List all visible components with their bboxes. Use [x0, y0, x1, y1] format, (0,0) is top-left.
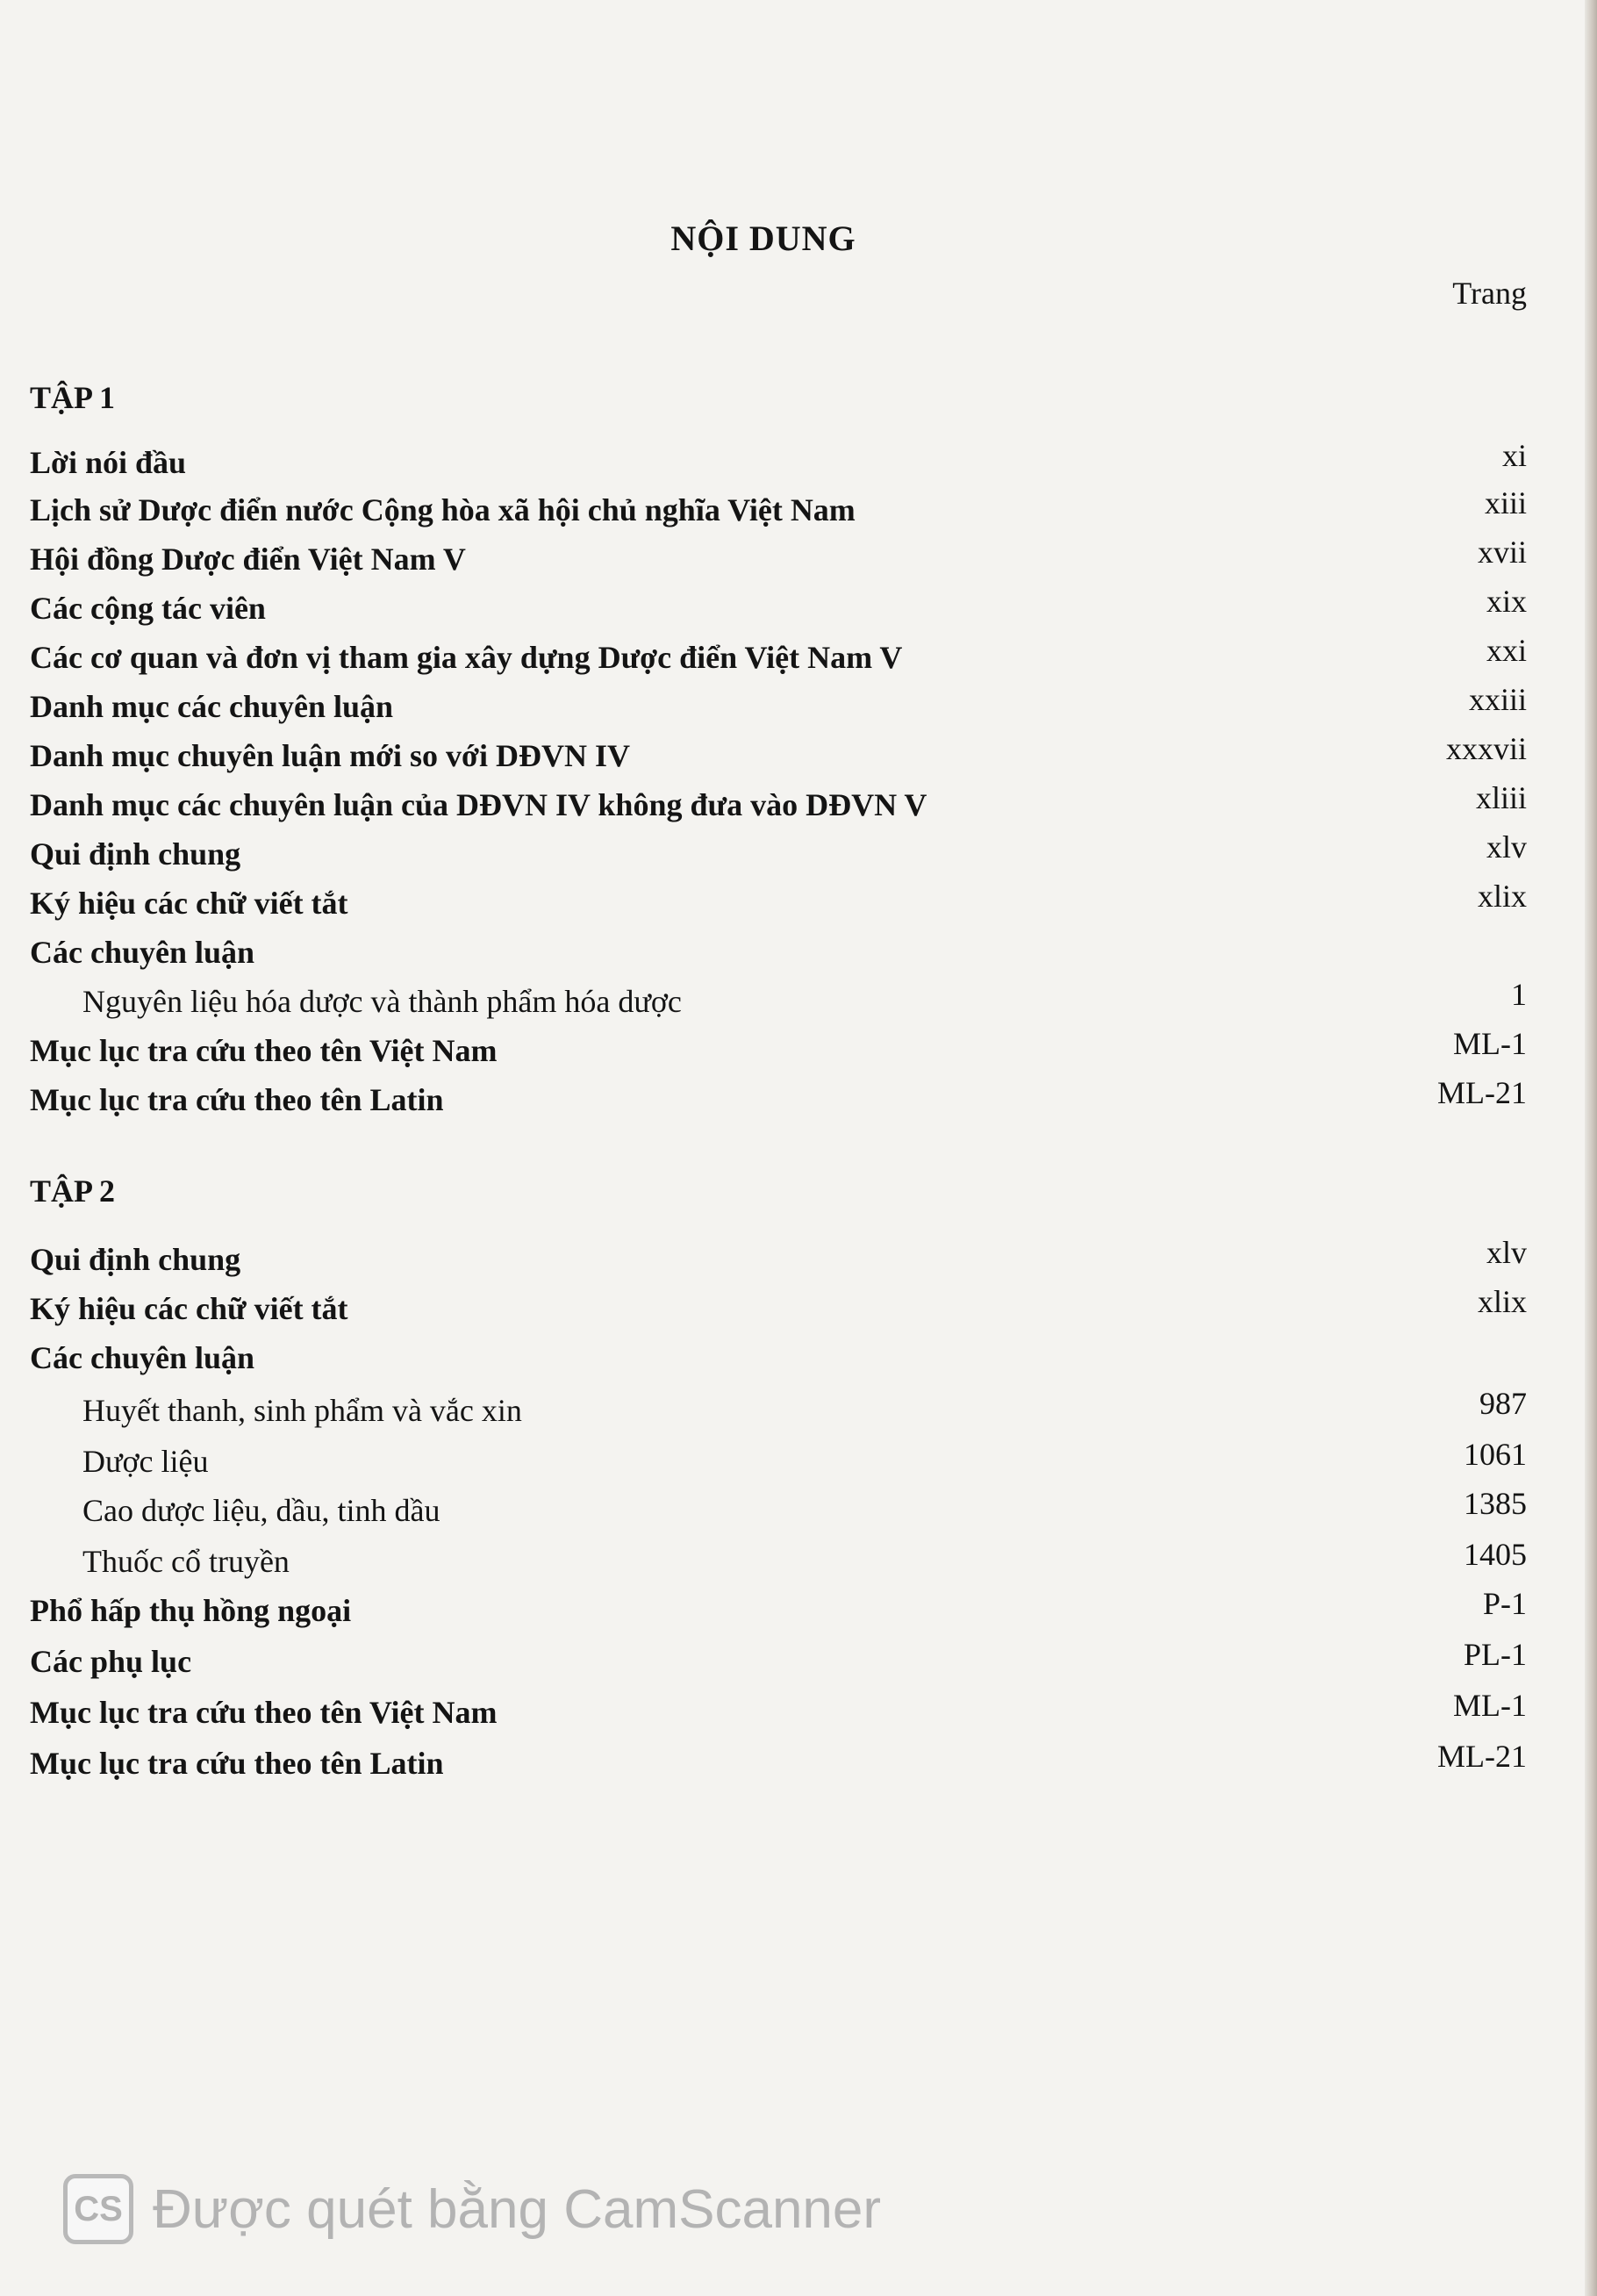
- toc-entry-page: xlix: [1477, 879, 1527, 914]
- toc-entry-label: Ký hiệu các chữ viết tắt: [30, 886, 348, 921]
- volume2-heading: TẬP 2: [30, 1173, 116, 1209]
- toc-entry: [30, 929, 1527, 971]
- toc-entry: [30, 1236, 1527, 1278]
- toc-entry: [30, 1334, 1527, 1376]
- toc-entry-label: Ký hiệu các chữ viết tắt: [30, 1291, 348, 1326]
- toc-entry: [30, 1076, 1527, 1118]
- camscanner-logo-text: CS: [74, 2189, 123, 2228]
- toc-entry-page: xix: [1486, 584, 1527, 619]
- toc-entry-label: Nguyên liệu hóa dược và thành phẩm hóa dược: [82, 984, 682, 1019]
- toc-entry: [30, 1587, 1527, 1629]
- toc-entry-label: Mục lục tra cứu theo tên Latin: [30, 1746, 444, 1781]
- toc-entry-page: xlv: [1486, 1235, 1527, 1270]
- toc-entry-label: Các cộng tác viên: [30, 591, 266, 626]
- toc-entry-label: Danh mục các chuyên luận: [30, 689, 394, 724]
- toc-entry-page: xxiii: [1468, 682, 1527, 717]
- toc-entry-label: Qui định chung: [30, 1242, 241, 1277]
- toc-entry-label: Các phụ lục: [30, 1644, 192, 1679]
- toc-entry: [30, 486, 1527, 528]
- toc-entry-page: xiii: [1484, 485, 1527, 520]
- toc-entry: [30, 1638, 1527, 1680]
- toc-entry-page: xxi: [1486, 633, 1527, 668]
- toc-entry: [30, 585, 1527, 627]
- toc-entry-label: Lịch sử Dược điển nước Cộng hòa xã hội chủ nghĩa Việt Nam: [30, 492, 856, 527]
- toc-entry-page: xxxvii: [1445, 731, 1527, 766]
- page-title: NỘI DUNG: [670, 219, 856, 258]
- toc-entry-page: xi: [1501, 438, 1527, 473]
- toc-entry-page: P-1: [1482, 1586, 1527, 1621]
- toc-subentry: [30, 978, 1527, 1020]
- toc-entry: [30, 732, 1527, 774]
- toc-entry-page: 1385: [1464, 1486, 1527, 1521]
- page-column-header: Trang: [1452, 276, 1527, 311]
- toc-entry: [30, 1027, 1527, 1069]
- toc-entry-page: 1: [1511, 977, 1527, 1012]
- toc-entry-label: Huyết thanh, sinh phẩm và vắc xin: [82, 1393, 522, 1428]
- toc-entry-label: Các cơ quan và đơn vị tham gia xây dựng Dược điển Việt Nam V: [30, 640, 903, 675]
- toc-entry-page: xvii: [1477, 535, 1527, 570]
- toc-entry-page: PL-1: [1464, 1637, 1527, 1672]
- toc-subentry: [30, 1538, 1527, 1580]
- camscanner-watermark: [63, 2171, 881, 2247]
- toc-entry-page: 1061: [1464, 1437, 1527, 1472]
- toc-entry-label: Các chuyên luận: [30, 935, 255, 970]
- toc-entry: [30, 830, 1527, 872]
- toc-entry-page: xliii: [1475, 780, 1527, 815]
- toc-entry-page: ML-21: [1437, 1075, 1527, 1110]
- toc-entry-label: Qui định chung: [30, 836, 241, 872]
- page-edge: [1585, 0, 1597, 2296]
- toc-entry: [30, 1689, 1527, 1731]
- toc-entry: [30, 1285, 1527, 1327]
- volume1-heading: TẬP 1: [30, 380, 116, 415]
- toc-entry: [30, 683, 1527, 725]
- toc-entry-label: Danh mục chuyên luận mới so với DĐVN IV: [30, 738, 630, 773]
- toc-entry-label: Thuốc cổ truyền: [82, 1544, 290, 1579]
- toc-entry-page: ML-21: [1437, 1739, 1527, 1774]
- toc-entry-label: Lời nói đầu: [30, 445, 187, 480]
- toc-entry-page: 987: [1479, 1386, 1527, 1421]
- toc-entry-page: ML-1: [1453, 1688, 1527, 1723]
- camscanner-text: Được quét bằng CamScanner: [153, 2178, 882, 2240]
- toc-entry-label: Mục lục tra cứu theo tên Việt Nam: [30, 1033, 498, 1068]
- toc-subentry: [30, 1387, 1527, 1429]
- toc-entry: [30, 1740, 1527, 1782]
- toc-entry: [30, 634, 1527, 676]
- toc-entry: [30, 781, 1527, 823]
- toc-entry-label: Phổ hấp thụ hồng ngoại: [30, 1593, 352, 1628]
- toc-entry-page: xlix: [1477, 1284, 1527, 1319]
- toc-entry-page: 1405: [1464, 1537, 1527, 1572]
- toc-entry-page: ML-1: [1453, 1026, 1527, 1061]
- toc-entry-label: Dược liệu: [82, 1444, 209, 1479]
- toc-entry-label: Danh mục các chuyên luận của DĐVN IV không đưa vào DĐVN V: [30, 787, 927, 822]
- toc-entry-label: Mục lục tra cứu theo tên Latin: [30, 1082, 444, 1117]
- toc-entry-page: xlv: [1486, 829, 1527, 865]
- toc-entry-label: Cao dược liệu, dầu, tinh dầu: [82, 1493, 440, 1528]
- toc-entry: [30, 535, 1527, 578]
- toc-entry-label: Hội đồng Dược điển Việt Nam V: [30, 542, 466, 577]
- toc-entry-label: Mục lục tra cứu theo tên Việt Nam: [30, 1695, 498, 1730]
- camscanner-logo: [63, 2174, 133, 2244]
- toc-entry-label: Các chuyên luận: [30, 1340, 255, 1375]
- toc-subentry: [30, 1438, 1527, 1480]
- toc-entry: [30, 879, 1527, 922]
- toc-subentry: [30, 1487, 1527, 1529]
- toc-entry: [30, 439, 1527, 481]
